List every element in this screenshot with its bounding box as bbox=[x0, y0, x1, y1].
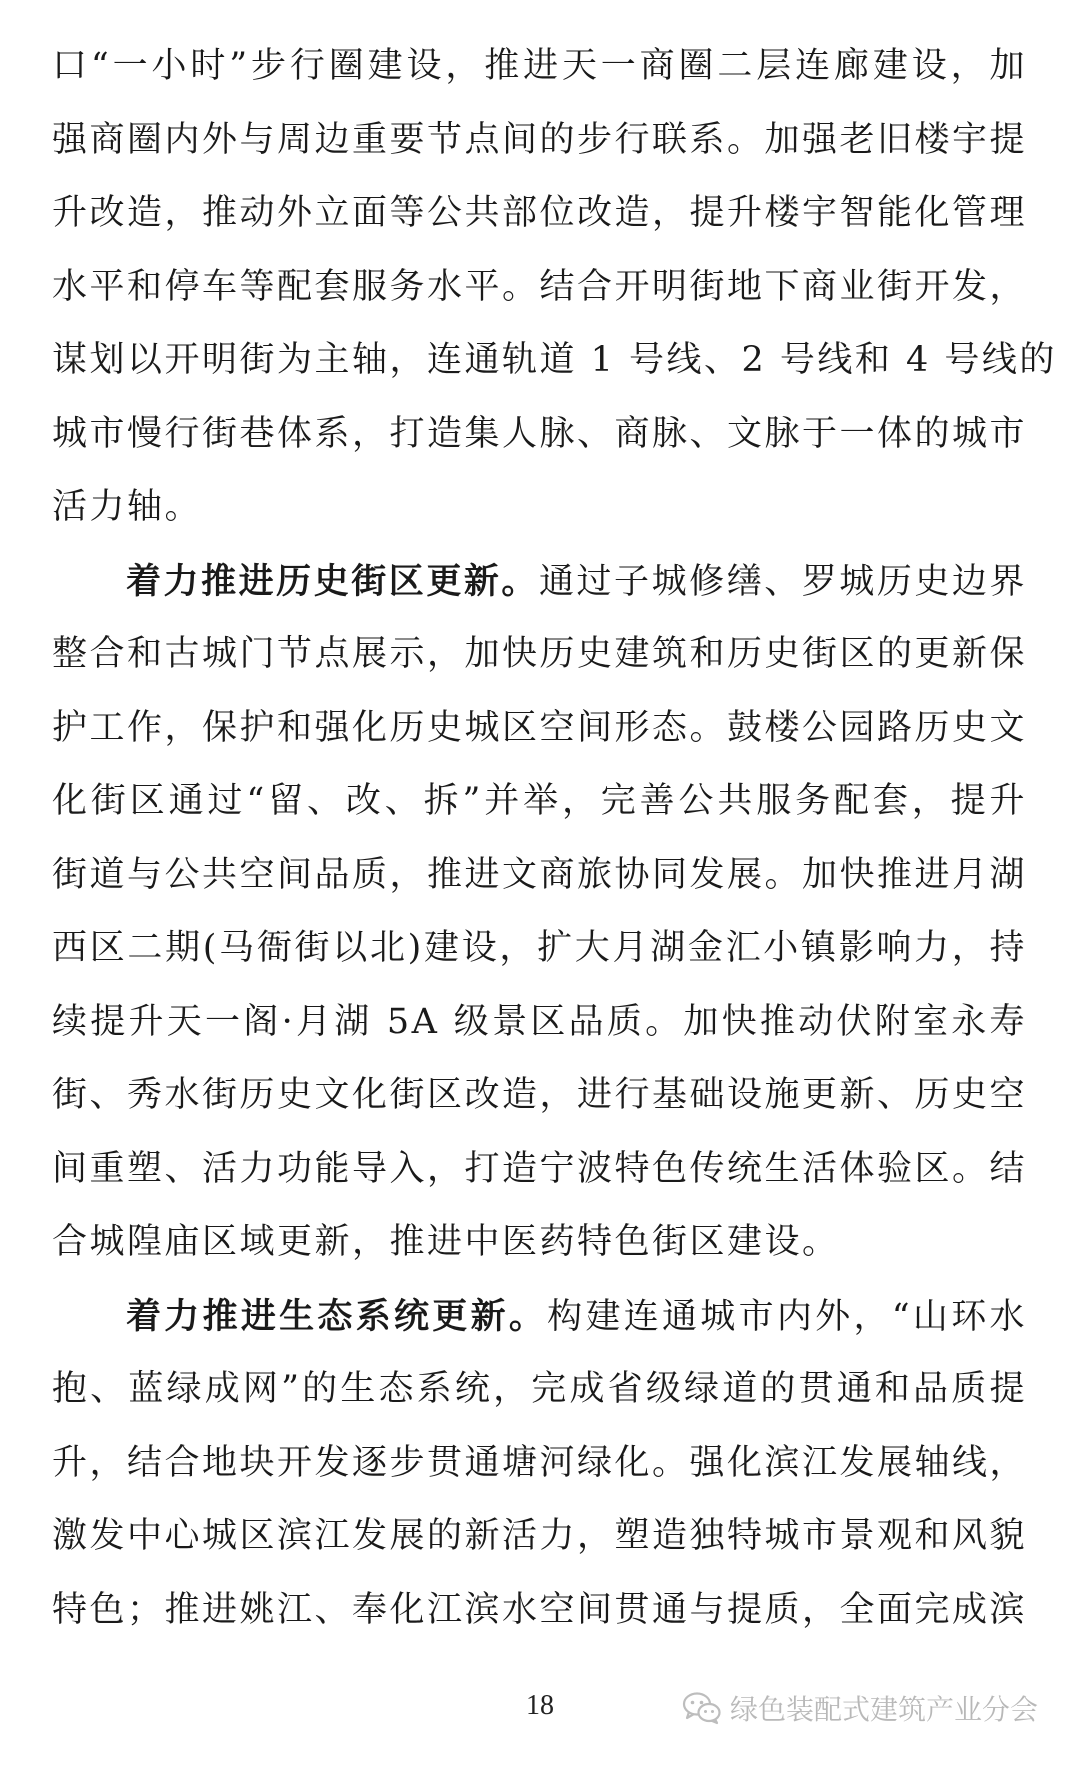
text-line: 化街区通过“留、改、拆”并举，完善公共服务配套，提升 bbox=[52, 781, 1027, 821]
text-line: 西区二期(马衙街以北)建设，扩大月湖金汇小镇影响力，持 bbox=[52, 928, 1027, 968]
text-line: 水平和停车等配套服务水平。结合开明街地下商业街开发， bbox=[52, 266, 1028, 307]
text-line: 整合和古城门节点展示，加快历史建筑和历史街区的更新保 bbox=[52, 634, 1028, 674]
watermark-text: 绿色装配式建筑产业分会 bbox=[729, 1693, 1038, 1726]
watermark bbox=[682, 1688, 1038, 1728]
text-line: 抱、蓝绿成网”的生态系统，完成省级绿道的贯通和品质提 bbox=[52, 1369, 1027, 1409]
paragraph-first-line bbox=[52, 545, 1027, 619]
paragraph-pedestrian bbox=[52, 30, 1057, 545]
document-body bbox=[52, 30, 1057, 1647]
text-run: 通过子城修缮、罗城历史边界 bbox=[538, 561, 1027, 602]
text-line: 续提升天一阁·月湖 5A 级景区品质。加快推动伏附室永寿 bbox=[52, 1001, 1027, 1042]
paragraph-first-line bbox=[52, 1280, 1027, 1354]
text-line: 间重塑、活力功能导入，打造宁波特色传统生活体验区。结 bbox=[52, 1148, 1028, 1189]
paragraph-ecological-system bbox=[52, 1280, 1027, 1648]
text-line: 活力轴。 bbox=[52, 487, 203, 527]
section-heading: 着力推进历史街区更新。 bbox=[126, 560, 539, 602]
section-heading: 着力推进生态系统更新。 bbox=[126, 1295, 548, 1337]
text-line: 谋划以开明街为主轴，连通轨道 1 号线、2 号线和 4 号线的 bbox=[52, 340, 1057, 380]
text-line: 升，结合地块开发逐步贯通塘河绿化。强化滨江发展轴线， bbox=[52, 1442, 1028, 1483]
text-line: 街、秀水街历史文化街区改造，进行基础设施更新、历史空 bbox=[52, 1075, 1028, 1115]
wechat-icon bbox=[682, 1691, 722, 1725]
text-line: 护工作，保护和强化历史城区空间形态。鼓楼公园路历史文 bbox=[52, 707, 1028, 748]
text-line: 特色；推进姚江、奉化江滨水空间贯通与提质，全面完成滨 bbox=[52, 1589, 1028, 1630]
text-line: 合城隍庙区域更新，推进中医药特色街区建设。 bbox=[52, 1222, 840, 1262]
text-line: 激发中心城区滨江发展的新活力，塑造独特城市景观和风貌 bbox=[52, 1516, 1028, 1556]
text-run: 构建连通城市内外，“山环水 bbox=[547, 1296, 1027, 1337]
text-line: 街道与公共空间品质，推进文商旅协同发展。加快推进月湖 bbox=[52, 854, 1028, 895]
text-line: 口“一小时”步行圈建设，推进天一商圈二层连廊建设，加 bbox=[52, 46, 1027, 86]
text-line: 城市慢行街巷体系，打造集人脉、商脉、文脉于一体的城市 bbox=[52, 413, 1028, 454]
page-number: 18 bbox=[526, 1690, 554, 1721]
text-line: 升改造，推动外立面等公共部位改造，提升楼宇智能化管理 bbox=[52, 193, 1028, 233]
text-line: 强商圈内外与周边重要节点间的步行联系。加强老旧楼宇提 bbox=[52, 119, 1028, 160]
paragraph-historic-district bbox=[52, 545, 1027, 1280]
